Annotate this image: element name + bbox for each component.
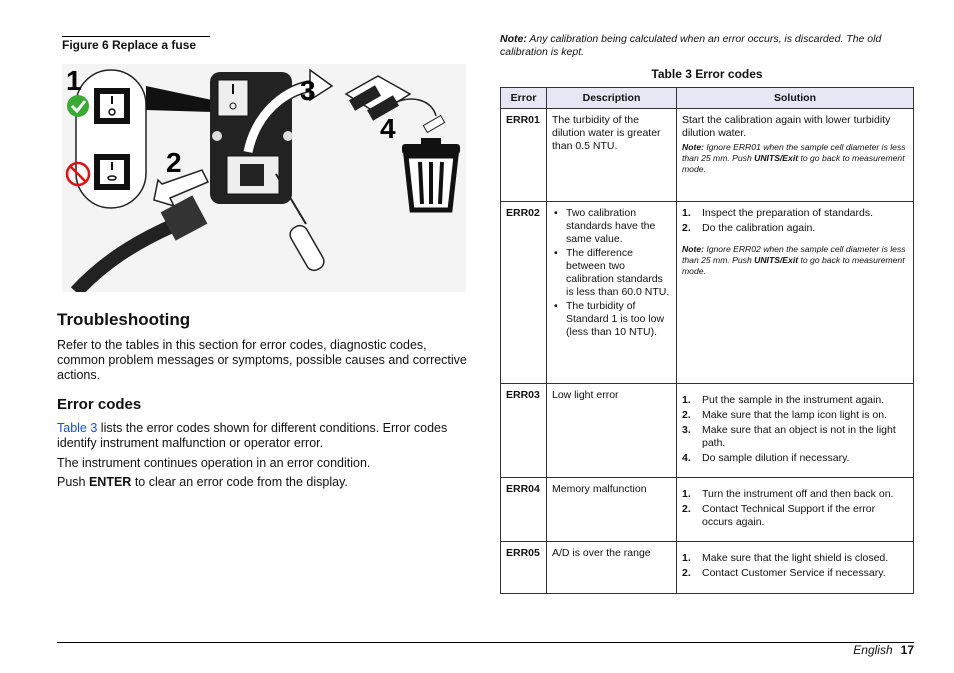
error-description: Memory malfunction — [547, 478, 677, 542]
power-cable-icon — [76, 226, 172, 292]
error-description: Low light error — [547, 384, 677, 478]
error-solution: Start the calibration again with lower turbidity dilution water. Note: Ignore ERR01 when the sample cell diameter is less than 25 mm. Push UNITS/Exit to go back to measurement mode. — [677, 109, 914, 202]
list-item: • The turbidity of Standard 1 is too low (less than 10 NTU). — [554, 300, 665, 338]
calibration-note: Note: Any calibration being calculated when an error occurs, is discarded. The old calibration is kept. — [500, 33, 882, 58]
table-row — [501, 542, 914, 594]
list-item: 2. Contact Customer Service if necessary. — [682, 567, 886, 579]
error-codes-paragraph: Table 3 lists the error codes shown for different conditions. Error codes identify instrument malfunction or operator error. — [57, 421, 448, 450]
error-description: A/D is over the range — [547, 542, 677, 594]
error-solution — [677, 542, 914, 594]
list-item: 1. Make sure that the light shield is closed. — [682, 552, 889, 564]
enter-key-label: ENTER — [88, 475, 132, 489]
continue-operation-paragraph: The instrument continues operation in an error condition. — [57, 456, 371, 470]
error-code: ERR04 — [501, 478, 547, 542]
list-item: 1. Put the sample in the instrument again. — [682, 394, 885, 406]
page-number: 17 — [900, 643, 914, 657]
page-footer — [853, 643, 914, 657]
fuse-icon — [423, 116, 444, 133]
table-row — [501, 478, 914, 542]
table-header-row — [501, 88, 914, 109]
error-solution — [677, 384, 914, 478]
column-header: Error — [501, 88, 547, 109]
list-item: 2. Do the calibration again. — [682, 222, 816, 234]
list-item: 4. Do sample dilution if necessary. — [682, 452, 850, 464]
section-title: Troubleshooting — [57, 310, 191, 329]
error-solution: 1. Inspect the preparation of standards. 2. Do the calibration again. Note: Ignore ERR02 when the sample cell diameter is less than 25 mm. Push UNITS/Exit to go back to measurement mode. — [677, 202, 914, 384]
error-solution — [677, 478, 914, 542]
error-code: ERR02 — [501, 202, 547, 384]
list-item: • Two calibration standards have the same value. — [554, 207, 656, 245]
footer-divider — [57, 642, 914, 643]
column-header: Description — [547, 88, 677, 109]
list-item: 3. Make sure that an object is not in the light path. — [682, 424, 896, 449]
error-code: ERR03 — [501, 384, 547, 478]
list-item: • The difference between two calibration standards is less than 60.0 NTU. — [554, 247, 670, 298]
error-codes-table — [500, 87, 914, 594]
table-row — [501, 384, 914, 478]
error-description — [547, 202, 677, 384]
fuse-replacement-illustration — [62, 64, 466, 292]
table-row — [501, 109, 914, 202]
step-4-number: 4 — [380, 113, 396, 144]
list-item: 1. Inspect the preparation of standards. — [682, 207, 874, 219]
check-icon — [67, 95, 89, 117]
error-description: The turbidity of the dilution water is greater than 0.5 NTU. — [547, 109, 677, 202]
step-2-number: 2 — [166, 147, 182, 178]
enter-key-paragraph: Push ENTER to clear an error code from the display. — [57, 475, 348, 489]
table-3-link[interactable]: Table 3 — [57, 421, 98, 435]
step-3-number: 3 — [300, 75, 316, 106]
list-item: 2. Make sure that the lamp icon light is on. — [682, 409, 888, 421]
step-1-number: 1 — [66, 65, 82, 96]
figure-caption: Figure 6 Replace a fuse — [62, 36, 210, 52]
troubleshooting-intro: Refer to the tables in this section for error codes, diagnostic codes, common problem messages or symptoms, possible causes and corrective actions. — [57, 338, 467, 382]
column-header: Solution — [677, 88, 914, 109]
error-codes-heading: Error codes — [57, 396, 142, 413]
error-code: ERR01 — [501, 109, 547, 202]
footer-language: English — [853, 643, 893, 657]
table-caption: Table 3 Error codes — [651, 67, 763, 81]
trash-can-icon — [402, 138, 460, 210]
list-item: 2. Contact Technical Support if the error occurs again. — [682, 503, 876, 528]
list-item: 1. Turn the instrument off and then back on. — [682, 488, 894, 500]
error-code: ERR05 — [501, 542, 547, 594]
table-row — [501, 202, 914, 384]
